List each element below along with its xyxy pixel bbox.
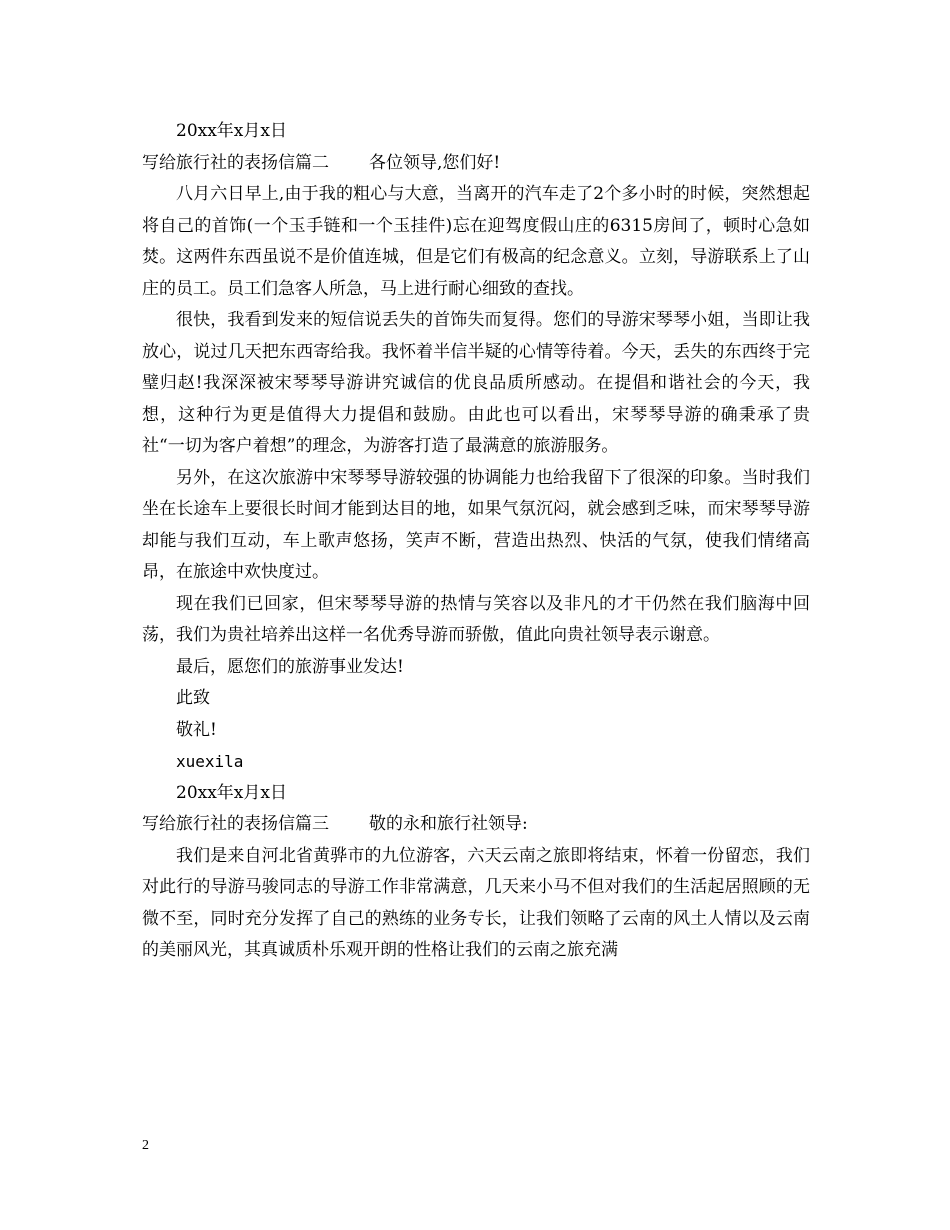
- section-title: 写给旅行社的表扬信篇二: [142, 152, 329, 173]
- closing-line: 敬礼!: [176, 719, 217, 740]
- page-number: 2: [142, 1138, 149, 1153]
- signature: xuexila: [176, 752, 244, 771]
- closing-line: 此致: [176, 688, 210, 708]
- paragraph: 八月六日早上,由于我的粗心与大意，当离开的汽车走了2个多小时的时候，突然想起将自己的首饰(一个玉手链和一个玉挂件)忘在迎驾度假山庄的6315房间了，顿时心急如焚。这两件东西虽说不是价值连城，但是它们有极高的纪念意义。立刻，导游联系上了山庄的员工。员工们急客人所急，马上进行耐心细致的查找。: [142, 184, 810, 299]
- salutation: 各位领导,您们好!: [369, 152, 501, 173]
- paragraph: 很快，我看到发来的短信说丢失的首饰失而复得。您们的导游宋琴琴小姐，当即让我放心，说过几天把东西寄给我。我怀着半信半疑的心情等待着。今天，丢失的东西终于完璧归赵!我深深被宋琴琴导游讲究诚信的优良品质所感动。在提倡和谐社会的今天，我想，这种行为更是值得大力提倡和鼓励。由此也可以看出，宋琴琴导游的确秉承了贵社“一切为客户着想”的理念，为游客打造了最满意的旅游服务。: [142, 310, 810, 456]
- document-body: [142, 116, 810, 967]
- date-line: 20xx年x月x日: [176, 782, 287, 803]
- paragraph: 现在我们已回家，但宋琴琴导游的热情与笑容以及非凡的才干仍然在我们脑海中回荡，我们为贵社培养出这样一名优秀导游而骄傲，值此向贵社领导表示谢意。: [142, 593, 810, 645]
- section-heading: [142, 148, 810, 180]
- paragraph: 我们是来自河北省黄骅市的九位游客，六天云南之旅即将结束，怀着一份留恋，我们对此行的导游马骏同志的导游工作非常满意，几天来小马不但对我们的生活起居照顾的无微不至，同时充分发挥了自己的熟练的业务专长，让我们领略了云南的风土人情以及云南的美丽风光，其真诚质朴乐观开朗的性格让我们的云南之旅充满: [142, 845, 810, 960]
- section-title: 写给旅行社的表扬信篇三: [142, 814, 329, 834]
- date-line: 20xx年x月x日: [176, 121, 287, 141]
- paragraph: 另外，在这次旅游中宋琴琴导游较强的协调能力也给我留下了很深的印象。当时我们坐在长途车上要很长时间才能到达目的地，如果气氛沉闷，就会感到乏味，而宋琴琴导游却能与我们互动，车上歌声悠扬，笑声不断，营造出热烈、快活的气氛，使我们情绪高昂，在旅途中欢快度过。: [142, 467, 810, 582]
- paragraph: 最后，愿您们的旅游事业发达!: [176, 656, 404, 677]
- salutation: 敬的永和旅行社领导:: [369, 814, 528, 834]
- section-heading: [142, 809, 810, 841]
